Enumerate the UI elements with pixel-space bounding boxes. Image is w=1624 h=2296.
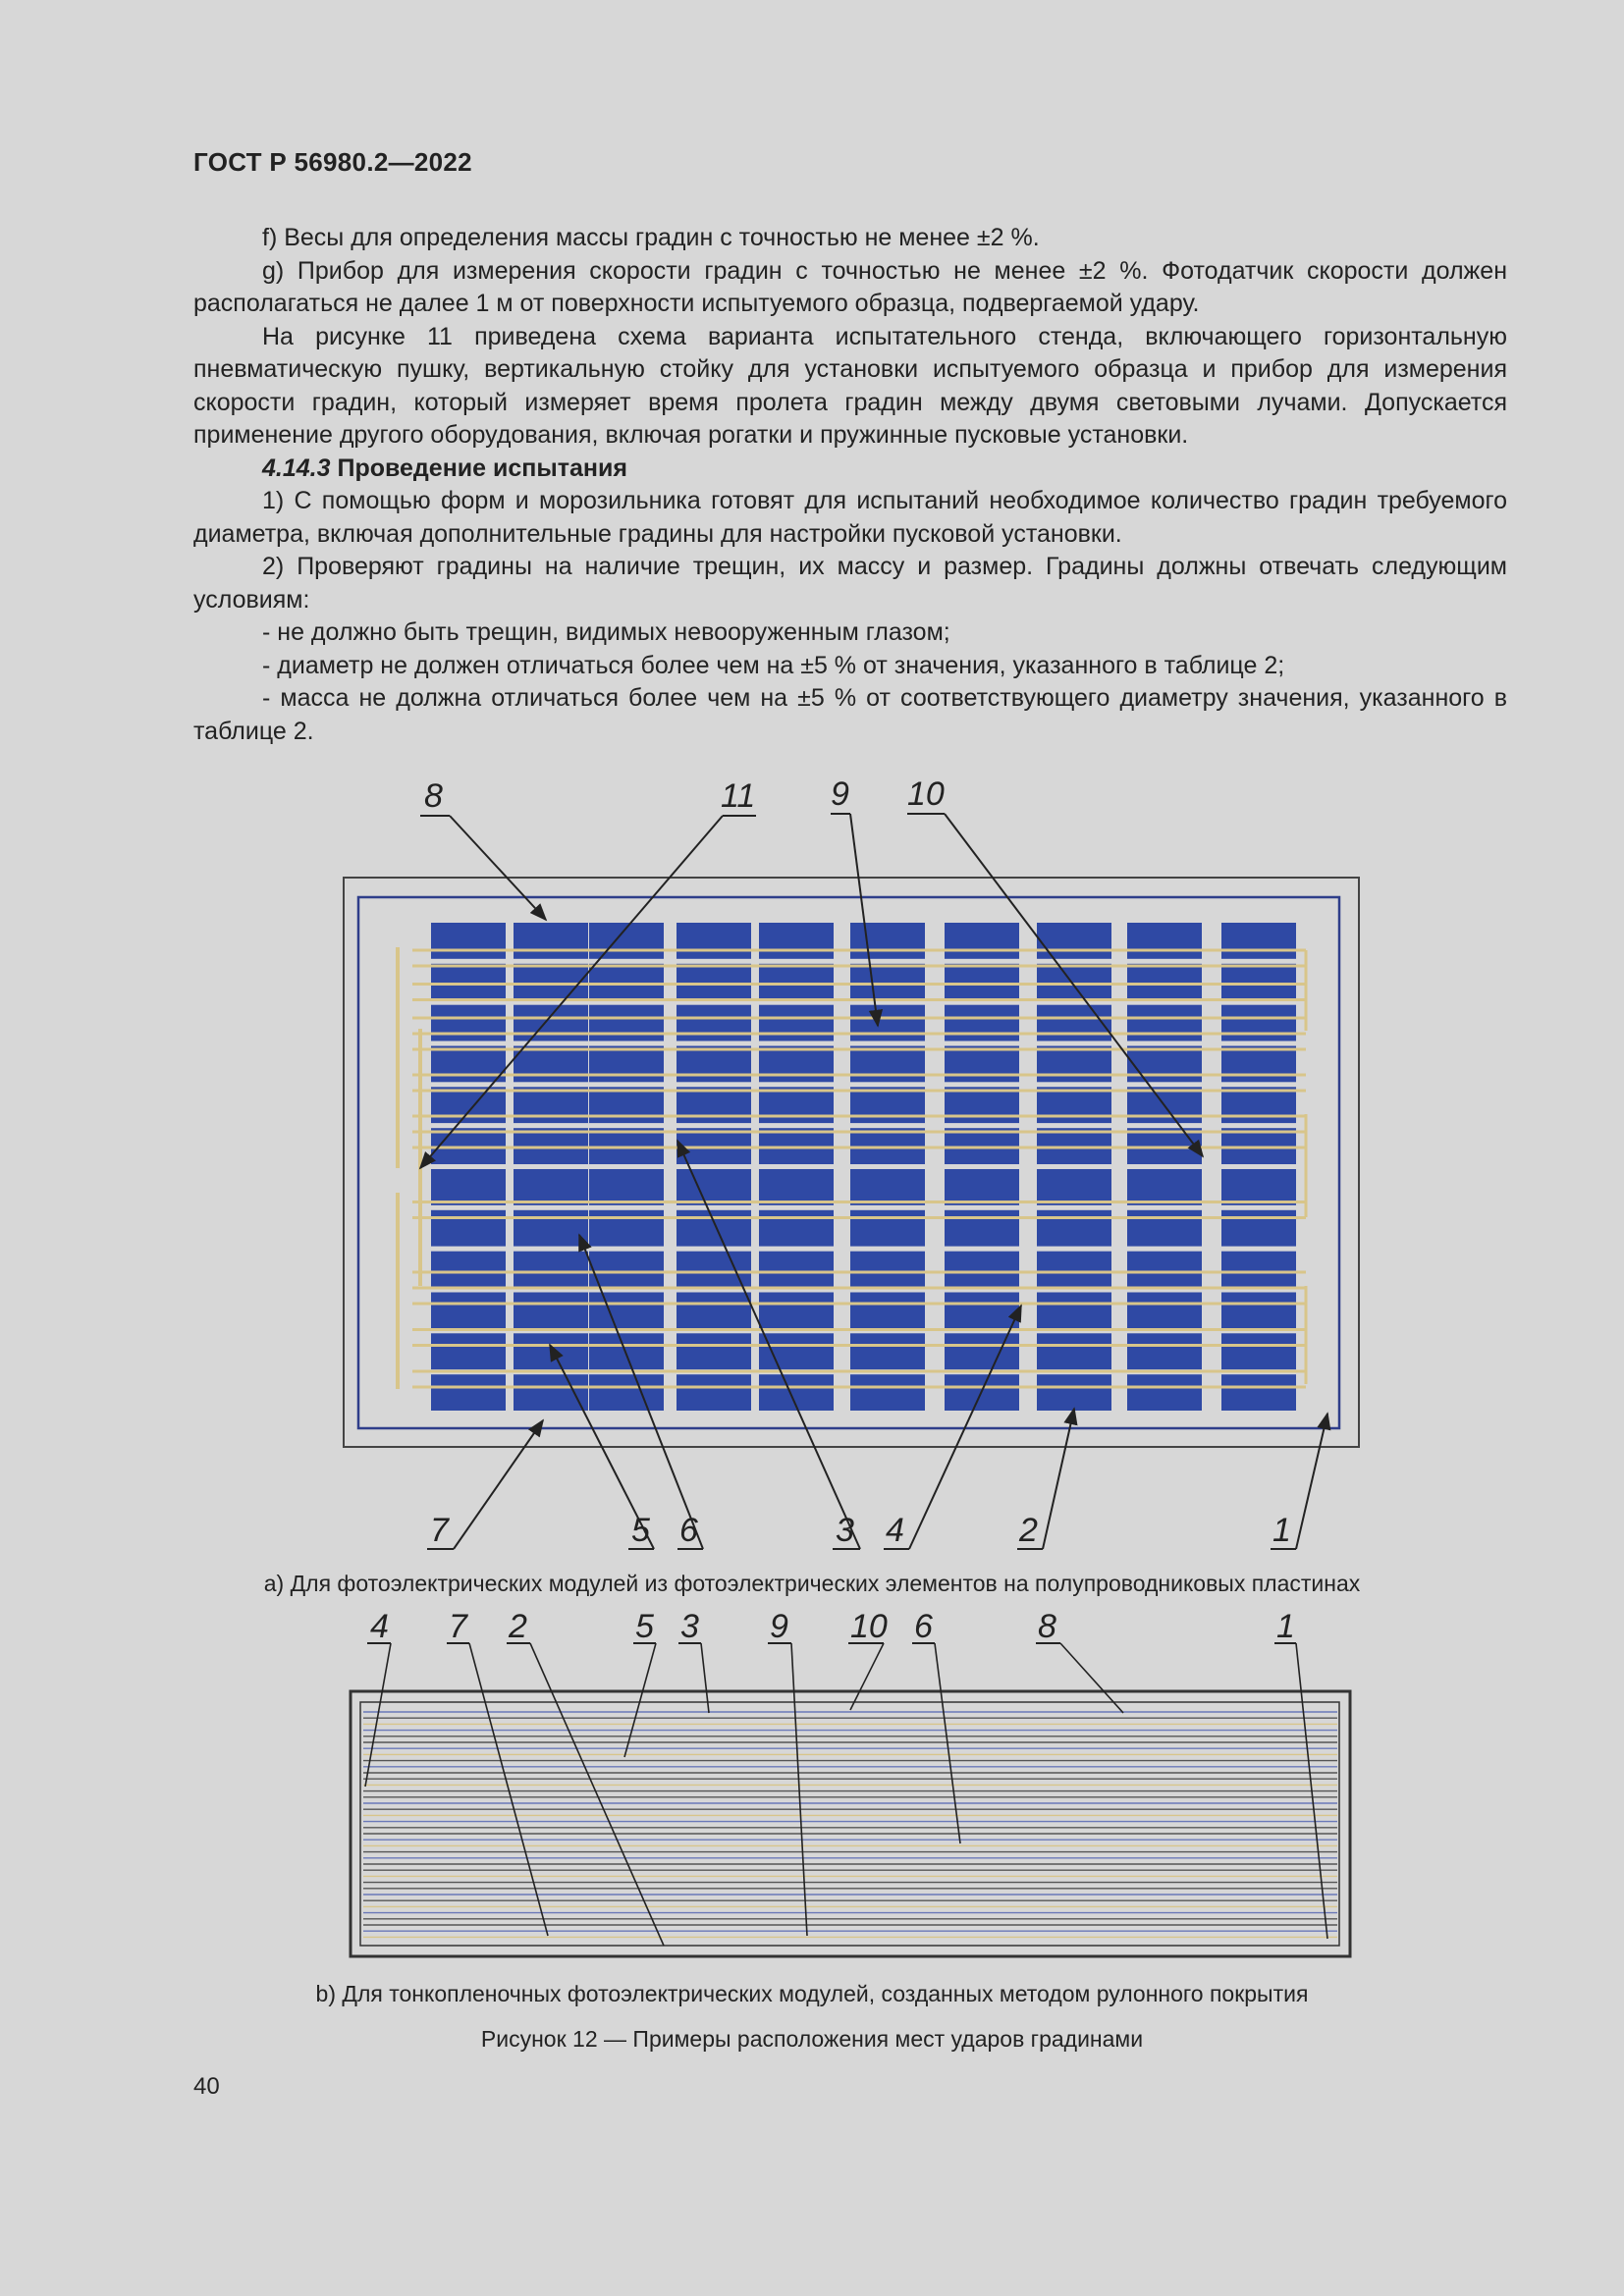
- solar-cell: [431, 923, 506, 959]
- label-a-8: 8: [424, 777, 443, 815]
- paragraph-step-2: 2) Проверяют градины на наличие трещин, их массу и размер. Градины должны отвечать следующим условиям:: [193, 553, 1507, 614]
- solar-cell: [850, 1210, 925, 1247]
- document-header: ГОСТ Р 56980.2—2022: [193, 147, 472, 177]
- solar-cell: [431, 1333, 506, 1369]
- solar-cell: [850, 1374, 925, 1411]
- leader-line: [850, 1643, 884, 1710]
- solar-cell: [431, 1252, 506, 1288]
- solar-cell: [589, 1169, 664, 1205]
- solar-cell: [1127, 1333, 1202, 1369]
- solar-cell: [514, 1005, 588, 1041]
- solar-cell: [677, 1210, 751, 1247]
- solar-cell: [945, 1333, 1019, 1369]
- solar-cell: [514, 1046, 588, 1083]
- thinfilm-outer-frame: [351, 1691, 1350, 1956]
- solar-cell: [759, 1087, 834, 1123]
- solar-cell: [1221, 1210, 1296, 1247]
- solar-cell: [1127, 1374, 1202, 1411]
- solar-cell: [1037, 1293, 1111, 1329]
- caption-a: а) Для фотоэлектрических модулей из фотоэлектрических элементов на полупроводниковых пластинах: [263, 1571, 1361, 1596]
- solar-cell: [850, 1169, 925, 1205]
- solar-cell: [514, 1252, 588, 1288]
- solar-cell: [1221, 1293, 1296, 1329]
- solar-cell: [431, 1046, 506, 1083]
- solar-cell: [514, 1374, 588, 1411]
- solar-cell: [850, 1087, 925, 1123]
- label-a-7: 7: [430, 1512, 449, 1549]
- solar-cell: [1221, 1005, 1296, 1041]
- solar-cell: [945, 1293, 1019, 1329]
- solar-cell: [759, 1210, 834, 1247]
- solar-cell: [850, 1293, 925, 1329]
- leader-line: [469, 1643, 548, 1936]
- label-b-5: 5: [635, 1608, 654, 1645]
- solar-cell: [1037, 923, 1111, 959]
- solar-cell: [514, 1087, 588, 1123]
- list-item-mass: - масса не должна отличаться более чем на ±5 % от соответствующего диаметру значения, указанного в таблице 2.: [193, 684, 1507, 745]
- solar-cell: [677, 1293, 751, 1329]
- label-b-8: 8: [1038, 1608, 1056, 1645]
- solar-cell: [1221, 923, 1296, 959]
- solar-cell: [677, 1374, 751, 1411]
- caption-b: b) Для тонкопленочных фотоэлектрических модулей, созданных методом рулонного покрытия: [315, 1981, 1309, 2006]
- leader-arrow: [1043, 1409, 1074, 1549]
- solar-cell: [589, 1374, 664, 1411]
- solar-cell: [431, 1374, 506, 1411]
- figure-b-module: [351, 1691, 1350, 1956]
- thinfilm-stripes: [363, 1712, 1337, 1937]
- leader-line: [935, 1643, 960, 1843]
- label-a-3: 3: [836, 1512, 854, 1549]
- solar-cell: [850, 1333, 925, 1369]
- label-a-2: 2: [1019, 1512, 1038, 1549]
- label-a-1: 1: [1272, 1512, 1291, 1549]
- label-a-9: 9: [831, 775, 849, 813]
- solar-cell: [677, 964, 751, 1000]
- solar-cell: [759, 923, 834, 959]
- solar-cell: [514, 1293, 588, 1329]
- label-b-10: 10: [850, 1608, 888, 1645]
- solar-cell: [1127, 1046, 1202, 1083]
- thinfilm-inner-frame: [360, 1702, 1339, 1946]
- solar-cell: [850, 1005, 925, 1041]
- solar-cell: [589, 1252, 664, 1288]
- solar-cell: [589, 1046, 664, 1083]
- label-b-9: 9: [770, 1608, 788, 1645]
- solar-cell: [945, 1046, 1019, 1083]
- solar-cell: [431, 964, 506, 1000]
- solar-cell: [759, 1333, 834, 1369]
- solar-cell: [431, 1169, 506, 1205]
- solar-cell: [1127, 1252, 1202, 1288]
- solar-cell: [1221, 1252, 1296, 1288]
- solar-cell: [945, 1005, 1019, 1041]
- label-a-5: 5: [631, 1512, 650, 1549]
- solar-cell: [514, 1169, 588, 1205]
- solar-cell: [1037, 1046, 1111, 1083]
- solar-cell: [514, 1333, 588, 1369]
- solar-cell: [514, 964, 588, 1000]
- solar-cell: [677, 1005, 751, 1041]
- solar-cell: [1127, 1169, 1202, 1205]
- solar-cell: [759, 1293, 834, 1329]
- solar-cell: [677, 1333, 751, 1369]
- paragraph-f: f) Весы для определения массы градин с точностью не менее ±2 %.: [262, 224, 1040, 251]
- solar-cell: [1037, 1252, 1111, 1288]
- solar-cell: [1037, 1374, 1111, 1411]
- solar-cell: [945, 1210, 1019, 1247]
- solar-cell: [589, 1210, 664, 1247]
- solar-cell: [1037, 1005, 1111, 1041]
- solar-cell: [759, 1005, 834, 1041]
- solar-cell: [1037, 1087, 1111, 1123]
- solar-cell: [677, 923, 751, 959]
- leader-arrow: [450, 816, 546, 920]
- solar-cell: [850, 1046, 925, 1083]
- label-b-7: 7: [449, 1608, 467, 1645]
- solar-cell: [945, 1087, 1019, 1123]
- solar-cell: [514, 923, 588, 959]
- label-a-10: 10: [907, 775, 945, 813]
- paragraph-fig11: На рисунке 11 приведена схема варианта испытательного стенда, включающего горизонтальную пневматическую пушку, вертикальную стойку для установки испытуемого образца и прибор для измерения скорости градин, который измеряет время пролета градин между двумя световыми лучами. Допускается применение другого оборудования, включая рогатки и пружинные пусковые установки.: [193, 322, 1507, 449]
- cell-grid: [431, 923, 1296, 1411]
- label-b-6: 6: [914, 1608, 933, 1645]
- solar-cell: [431, 1210, 506, 1247]
- solar-cell: [759, 1046, 834, 1083]
- solar-cell: [677, 1169, 751, 1205]
- label-a-6: 6: [679, 1512, 698, 1549]
- solar-cell: [945, 1169, 1019, 1205]
- solar-cell: [514, 1210, 588, 1247]
- solar-cell: [1037, 1169, 1111, 1205]
- paragraph-g: g) Прибор для измерения скорости градин с точностью не менее ±2 %. Фотодатчик скорости должен располагаться не далее 1 м от поверхности испытуемого образца, подвергаемой удару.: [193, 256, 1507, 317]
- list-item-diameter: - диаметр не должен отличаться более чем на ±5 % от значения, указанного в таблице 2;: [262, 651, 1285, 679]
- solar-cell: [1127, 1293, 1202, 1329]
- solar-cell: [589, 1005, 664, 1041]
- solar-cell: [759, 964, 834, 1000]
- solar-cell: [1127, 1210, 1202, 1247]
- solar-cell: [677, 1046, 751, 1083]
- solar-cell: [1037, 1210, 1111, 1247]
- label-a-11: 11: [721, 777, 756, 815]
- figure-title: Рисунок 12 — Примеры расположения мест ударов градинами: [480, 2026, 1144, 2052]
- solar-cell: [589, 1087, 664, 1123]
- solar-cell: [1221, 1169, 1296, 1205]
- solar-cell: [850, 964, 925, 1000]
- solar-cell: [431, 1005, 506, 1041]
- solar-cell: [945, 964, 1019, 1000]
- solar-cell: [1221, 1333, 1296, 1369]
- solar-cell: [945, 923, 1019, 959]
- list-item-cracks: - не должно быть трещин, видимых невооруженным глазом;: [262, 618, 950, 646]
- solar-cell: [1221, 964, 1296, 1000]
- solar-cell: [677, 1087, 751, 1123]
- solar-cell: [1127, 964, 1202, 1000]
- solar-cell: [850, 923, 925, 959]
- solar-cell: [1221, 1087, 1296, 1123]
- solar-cell: [1037, 964, 1111, 1000]
- leader-line: [791, 1643, 807, 1936]
- solar-cell: [1127, 1005, 1202, 1041]
- leader-arrow: [454, 1420, 543, 1549]
- section-number: 4.14.3: [262, 454, 331, 482]
- section-title: Проведение испытания: [337, 454, 627, 482]
- leader-line: [365, 1643, 391, 1787]
- solar-cell: [589, 1333, 664, 1369]
- figure-a-module: [344, 878, 1359, 1447]
- paragraph-step-1: 1) С помощью форм и морозильника готовят для испытаний необходимое количество градин требуемого диаметра, включая дополнительные градины для настройки пусковой установки.: [193, 487, 1507, 548]
- page-number: 40: [193, 2073, 220, 2100]
- solar-cell: [589, 964, 664, 1000]
- solar-cell: [431, 1087, 506, 1123]
- solar-cell: [759, 1169, 834, 1205]
- label-a-4: 4: [886, 1512, 904, 1549]
- solar-cell: [1037, 1333, 1111, 1369]
- solar-cell: [431, 1293, 506, 1329]
- leader-arrow: [1296, 1414, 1327, 1549]
- solar-cell: [1127, 923, 1202, 959]
- label-b-2: 2: [509, 1608, 527, 1645]
- label-b-1: 1: [1276, 1608, 1295, 1645]
- solar-cell: [945, 1252, 1019, 1288]
- label-b-3: 3: [680, 1608, 699, 1645]
- solar-cell: [850, 1252, 925, 1288]
- label-b-4: 4: [370, 1608, 389, 1645]
- solar-cell: [759, 1252, 834, 1288]
- solar-cell: [589, 1293, 664, 1329]
- solar-cell: [1221, 1374, 1296, 1411]
- leader-line: [624, 1643, 656, 1757]
- solar-cell: [1221, 1046, 1296, 1083]
